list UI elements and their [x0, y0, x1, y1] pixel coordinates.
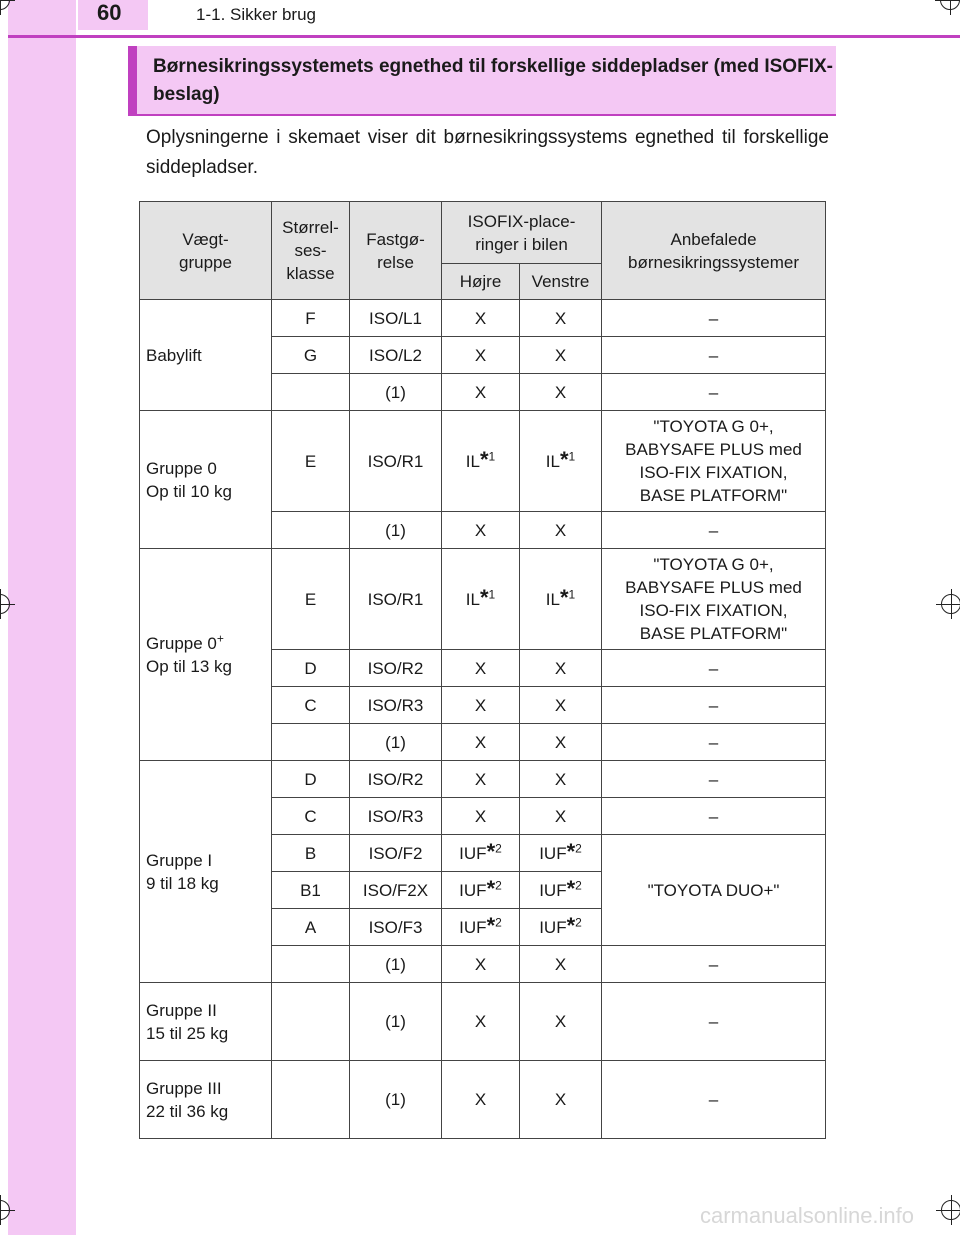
- cell: X: [442, 374, 520, 411]
- group-label: Babylift: [140, 300, 272, 411]
- cell: [520, 835, 602, 872]
- footnote-star: *: [566, 912, 576, 938]
- cell: X: [442, 761, 520, 798]
- cell: –: [602, 337, 826, 374]
- cell: D: [272, 761, 350, 798]
- cell: –: [602, 512, 826, 549]
- cell: X: [520, 687, 602, 724]
- intro-paragraph: Oplysningerne i skemaet viser dit børnesikringssystems egnethed til forskellige siddepladser.: [146, 127, 829, 178]
- cell: [442, 549, 520, 650]
- footnote-star: *: [559, 584, 569, 610]
- footnote-star: *: [479, 446, 489, 472]
- cell: [442, 872, 520, 909]
- group-label: Gruppe III 22 til 36 kg: [140, 1061, 272, 1139]
- footnote-star: *: [566, 838, 576, 864]
- cell: X: [520, 983, 602, 1061]
- cell: [520, 549, 602, 650]
- cell: X: [442, 650, 520, 687]
- side-color-strip: [8, 0, 76, 1235]
- cell: ISO/R3: [350, 798, 442, 835]
- cell: X: [520, 724, 602, 761]
- group-label: [140, 549, 272, 761]
- cell: [272, 512, 350, 549]
- isofix-suitability-table: [139, 201, 826, 1139]
- footnote-number: 1: [568, 448, 576, 463]
- cell-text: IUF: [539, 880, 567, 900]
- registration-mark-icon: [941, 1200, 960, 1220]
- cell: –: [602, 687, 826, 724]
- cell: (1): [350, 724, 442, 761]
- group-weight: Op til 13 kg: [146, 656, 232, 676]
- header-isofix-positions: ISOFIX-place- ringer i bilen: [442, 202, 602, 264]
- watermark: carmanualsonline.info: [700, 1203, 915, 1228]
- cell: [272, 983, 350, 1061]
- section-heading-box: [128, 46, 836, 116]
- cell-text: IUF: [539, 843, 567, 863]
- cell: ISO/R1: [350, 411, 442, 512]
- footnote-star: *: [566, 875, 576, 901]
- cell: [272, 1061, 350, 1139]
- section-header: 1-1. Sikker brug: [196, 5, 316, 24]
- cell: ISO/R3: [350, 687, 442, 724]
- cell: G: [272, 337, 350, 374]
- table-row: [140, 1061, 826, 1139]
- cell: [520, 872, 602, 909]
- cell: X: [520, 946, 602, 983]
- header-rule: [8, 35, 960, 38]
- footnote-number: 1: [488, 586, 496, 601]
- footnote-number: 1: [488, 448, 496, 463]
- cell: [272, 374, 350, 411]
- table-row: [140, 983, 826, 1061]
- cell: X: [442, 724, 520, 761]
- cell: –: [602, 724, 826, 761]
- footnote-number: 2: [495, 914, 502, 929]
- cell: [520, 411, 602, 512]
- cell: (1): [350, 946, 442, 983]
- footnote-star: *: [486, 912, 496, 938]
- cell: X: [442, 300, 520, 337]
- footnote-number: 2: [495, 840, 502, 855]
- cell-text: IUF: [539, 917, 567, 937]
- header-weight-group: Vægt- gruppe: [140, 202, 272, 300]
- cell: E: [272, 549, 350, 650]
- cell: ISO/R1: [350, 549, 442, 650]
- footnote-number: 2: [575, 914, 582, 929]
- cell: ISO/F2: [350, 835, 442, 872]
- cell: X: [442, 512, 520, 549]
- header-size-class: Størrel- ses- klasse: [272, 202, 350, 300]
- cell-text: IL: [545, 451, 560, 471]
- cell: X: [520, 337, 602, 374]
- cell: [442, 411, 520, 512]
- cell: X: [520, 650, 602, 687]
- cell: ISO/R2: [350, 761, 442, 798]
- cell-text: IUF: [459, 880, 487, 900]
- cell-text: IL: [465, 589, 480, 609]
- table-row: [140, 761, 826, 798]
- cell: –: [602, 650, 826, 687]
- footnote-number: 2: [495, 877, 502, 892]
- cell: –: [602, 983, 826, 1061]
- cell: (1): [350, 1061, 442, 1139]
- cell-text: IL: [465, 451, 480, 471]
- cell: –: [602, 300, 826, 337]
- cell: ISO/R2: [350, 650, 442, 687]
- cell: X: [442, 798, 520, 835]
- cell: ISO/L2: [350, 337, 442, 374]
- registration-mark-icon: [940, 0, 960, 10]
- cell: X: [520, 1061, 602, 1139]
- table-row: [140, 549, 826, 650]
- footnote-star: *: [559, 446, 569, 472]
- registration-mark-icon: [941, 594, 960, 614]
- cell: ISO/F2X: [350, 872, 442, 909]
- cell: [272, 946, 350, 983]
- group-name: Gruppe 0: [146, 633, 217, 653]
- header-right: Højre: [442, 264, 520, 300]
- cell: –: [602, 761, 826, 798]
- footnote-number: 1: [568, 586, 576, 601]
- cell: –: [602, 1061, 826, 1139]
- table-row: [140, 300, 826, 337]
- footnote-star: *: [479, 584, 489, 610]
- cell: A: [272, 909, 350, 946]
- cell: F: [272, 300, 350, 337]
- cell: ISO/F3: [350, 909, 442, 946]
- cell: B: [272, 835, 350, 872]
- header-left: Venstre: [520, 264, 602, 300]
- cell: X: [442, 946, 520, 983]
- cell: –: [602, 798, 826, 835]
- cell: X: [442, 337, 520, 374]
- cell: (1): [350, 983, 442, 1061]
- cell: (1): [350, 512, 442, 549]
- header-fixture: Fastgø- relse: [350, 202, 442, 300]
- group-label: Gruppe I 9 til 18 kg: [140, 761, 272, 983]
- cell: E: [272, 411, 350, 512]
- cell: X: [520, 374, 602, 411]
- cell-text: IUF: [459, 843, 487, 863]
- footnote-number: 2: [575, 840, 582, 855]
- cell: X: [442, 1061, 520, 1139]
- cell: [442, 835, 520, 872]
- cell-text: IUF: [459, 917, 487, 937]
- group-label: Gruppe 0 Op til 10 kg: [140, 411, 272, 549]
- cell: [272, 724, 350, 761]
- page-number: 60: [97, 0, 122, 25]
- cell: X: [520, 300, 602, 337]
- cell: X: [520, 512, 602, 549]
- group-label: Gruppe II 15 til 25 kg: [140, 983, 272, 1061]
- cell: D: [272, 650, 350, 687]
- section-heading: Børnesikringssystemets egnethed til forskellige siddepladser (med ISOFIX-beslag): [153, 56, 833, 105]
- cell: C: [272, 687, 350, 724]
- cell: X: [442, 983, 520, 1061]
- cell: –: [602, 374, 826, 411]
- cell: "TOYOTA G 0+, BABYSAFE PLUS med ISO-FIX FIXATION, BASE PLATFORM": [602, 549, 826, 650]
- cell: [442, 909, 520, 946]
- footnote-number: 2: [575, 877, 582, 892]
- table-row: [140, 411, 826, 512]
- cell: ISO/L1: [350, 300, 442, 337]
- cell: X: [442, 687, 520, 724]
- cell: (1): [350, 374, 442, 411]
- cell: [520, 909, 602, 946]
- cell: X: [520, 798, 602, 835]
- footnote-star: *: [486, 875, 496, 901]
- cell: "TOYOTA DUO+": [602, 835, 826, 946]
- cell: –: [602, 946, 826, 983]
- cell: C: [272, 798, 350, 835]
- header-recommended: Anbefalede børnesikringssystemer: [602, 202, 826, 300]
- footnote-star: *: [486, 838, 496, 864]
- cell: X: [520, 761, 602, 798]
- cell-text: IL: [545, 589, 560, 609]
- cell: "TOYOTA G 0+, BABYSAFE PLUS med ISO-FIX FIXATION, BASE PLATFORM": [602, 411, 826, 512]
- cell: B1: [272, 872, 350, 909]
- group-superscript: +: [216, 630, 224, 645]
